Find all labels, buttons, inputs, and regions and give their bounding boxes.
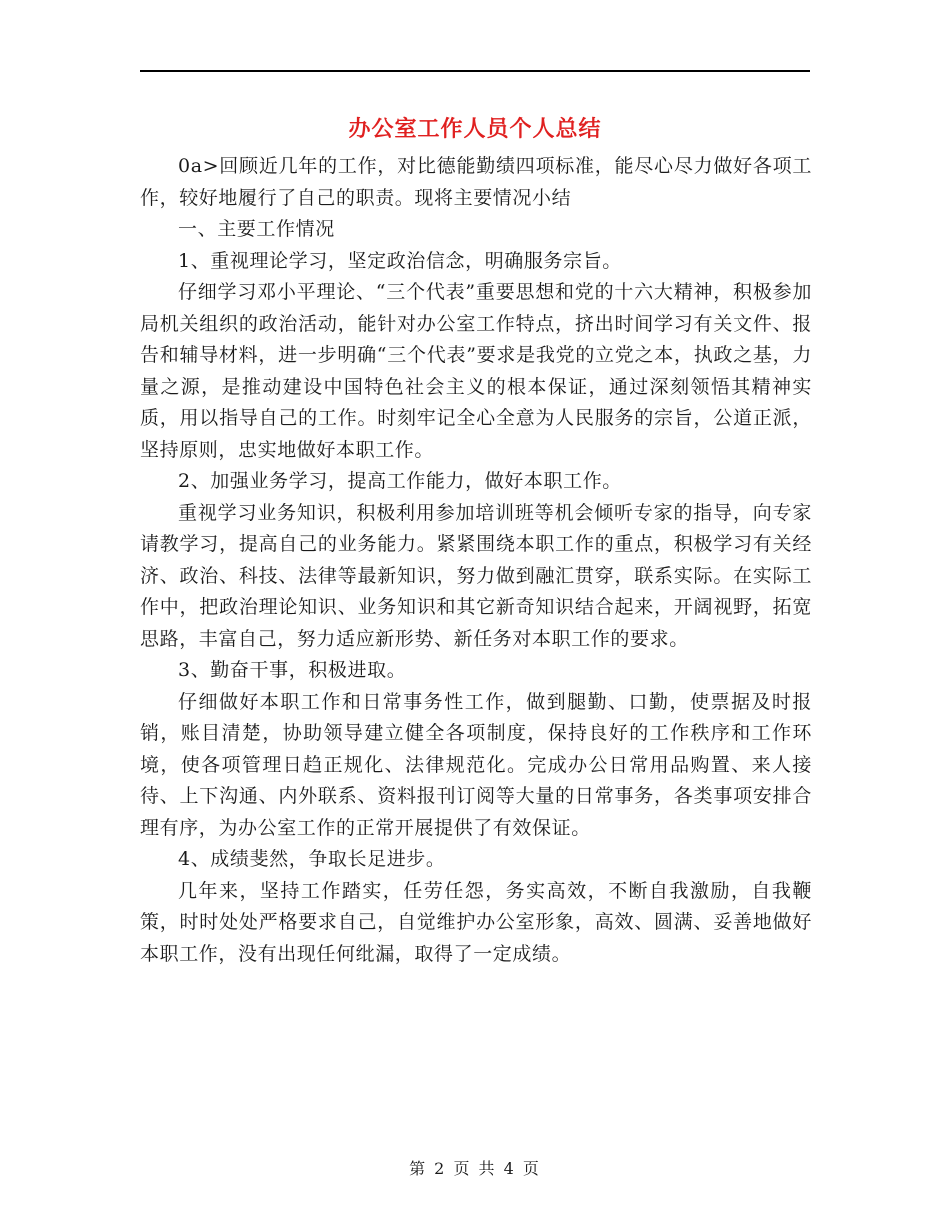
header-rule <box>140 70 810 72</box>
paragraph-diligence: 仔细做好本职工作和日常事务性工作，做到腿勤、口勤，使票据及时报销，账目清楚，协助领导建立健全各项制度，保持良好的工作秩序和工作环境，使各项管理日趋正规化、法律规范化。完成办公日常用品购置、来人接待、上下沟通、内外联系、资料报刊订阅等大量的日常事务，各类事项安排合理有序，为办公室工作的正常开展提供了有效保证。 <box>140 690 812 839</box>
subheading-theory-study: 1、重视理论学习，坚定政治信念，明确服务宗旨。 <box>178 249 622 272</box>
page-footer <box>0 1156 950 1179</box>
page-number: 第 2 页 共 4 页 <box>409 1159 541 1178</box>
paragraph-theory-study: 仔细学习邓小平理论、“三个代表”重要思想和党的十六大精神，积极参加局机关组织的政治活动，能针对办公室工作特点，挤出时间学习有关文件、报告和辅导材料，进一步明确“三个代表”要求是我党的立党之本，执政之基，力量之源，是推动建设中国特色社会主义的根本保证，通过深刻领悟其精神实质，用以指导自己的工作。时刻牢记全心全意为人民服务的宗旨，公道正派，坚持原则，忠实地做好本职工作。 <box>140 281 812 461</box>
section-heading-main-work: 一、主要工作情况 <box>178 218 335 240</box>
subheading-diligence: 3、勤奋干事，积极进取。 <box>178 659 407 681</box>
subheading-business-study: 2、加强业务学习，提高工作能力，做好本职工作。 <box>178 470 622 492</box>
document-title: 办公室工作人员个人总结 <box>348 116 602 142</box>
paragraph-intro: 0a>回顾近几年的工作，对比德能勤绩四项标准，能尽心尽力做好各项工作，较好地履行了自己的职责。现将主要情况小结 <box>140 155 812 209</box>
subheading-achievements: 4、成绩斐然，争取长足进步。 <box>178 848 446 870</box>
document-body <box>140 151 812 970</box>
paragraph-achievements: 几年来，坚持工作踏实，任劳任怨，务实高效，不断自我激励，自我鞭策，时时处处严格要求自己，自觉维护办公室形象，高效、圆满、妥善地做好本职工作，没有出现任何纰漏，取得了一定成绩。 <box>140 879 812 965</box>
paragraph-business-study: 重视学习业务知识，积极利用参加培训班等机会倾听专家的指导，向专家请教学习，提高自己的业务能力。紧紧围绕本职工作的重点，积极学习有关经济、政治、科技、法律等最新知识，努力做到融汇贯穿，联系实际。在实际工作中，把政治理论知识、业务知识和其它新奇知识结合起来，开阔视野，拓宽思路，丰富自己，努力适应新形势、新任务对本职工作的要求。 <box>140 501 812 650</box>
